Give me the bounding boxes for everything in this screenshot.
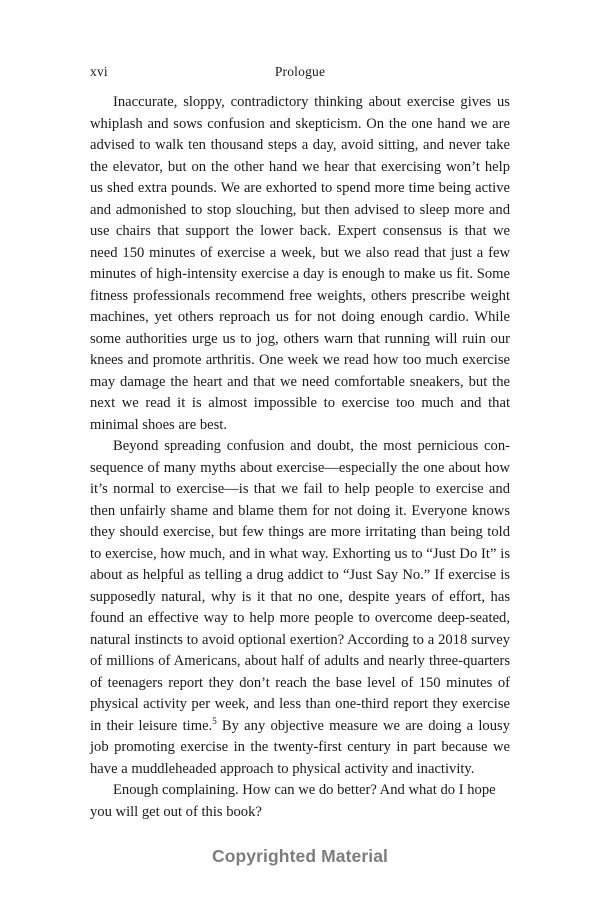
running-head — [90, 64, 510, 84]
paragraph-2-text-before-note: Beyond spreading confusion and doubt, the most pernicious consequence of many myths about exercise—especially the one about how it’s normal to exercise—is that we fail to help people to exercise and then unfairly shame and blame them for not doing it. Everyone knows they should exercise, but few things are more irritating than being told to exercise, how much, and in what way. Exhorting us to “Just Do It” is about as helpful as telling a drug addict to “Just Say No.” If exercise is supposedly natural, why is it that no one, despite years of effort, has found an effective way to help more people to overcome deep-seated, natural instincts to avoid optional exertion? According to a 2018 survey of millions of Americans, about half of adults and nearly three-quarters of teenagers report they don’t reach the base level of 150 minutes of physical activity per week, and less than one-third report they exercise in their leisure time. — [90, 438, 510, 734]
body-text — [90, 92, 510, 823]
paragraph-2 — [90, 436, 510, 780]
page-number: xvi — [90, 64, 108, 79]
footnote-marker: 5 — [212, 715, 217, 726]
paragraph-2-text-after-note: By any objective measure we are doing a lousy job promoting exercise in the twenty-first century in part because we have a muddleheaded approach to physical activity and inactivity. — [90, 717, 510, 777]
copyright-watermark: Copyrighted Material — [211, 846, 389, 866]
paragraph-1: Inaccurate, sloppy, contradictory thinking about exercise gives us whiplash and sows confusion and skepticism. On the one hand we are advised to walk ten thousand steps a day, avoid sitting, and never take the elevator, but on the other hand we hear that exercising won’t help us shed extra pounds. We are exhorted to spend more time being active and admonished to stop slouching, but then advised to sleep more and use chairs that support the lower back. Expert consensus is that we need 150 minutes of exercise a week, but we also read that just a few minutes of high-intensity exercise a day is enough to make us fit. Some fitness professionals recommend free weights, others prescribe weight machines, yet others reproach us for not doing enough cardio. While some authorities urge us to jog, others warn that running will ruin our knees and promote arthritis. One week we read how too much exercise may damage the heart and that we need comfortable sneakers, but the next we read it is almost impossible to exercise too much and that minimal shoes are best. — [90, 94, 510, 433]
paragraph-3: Enough complaining. How can we do better? And what do I hope you will get out of this book? — [90, 782, 496, 820]
chapter-title: Prologue — [274, 64, 326, 79]
